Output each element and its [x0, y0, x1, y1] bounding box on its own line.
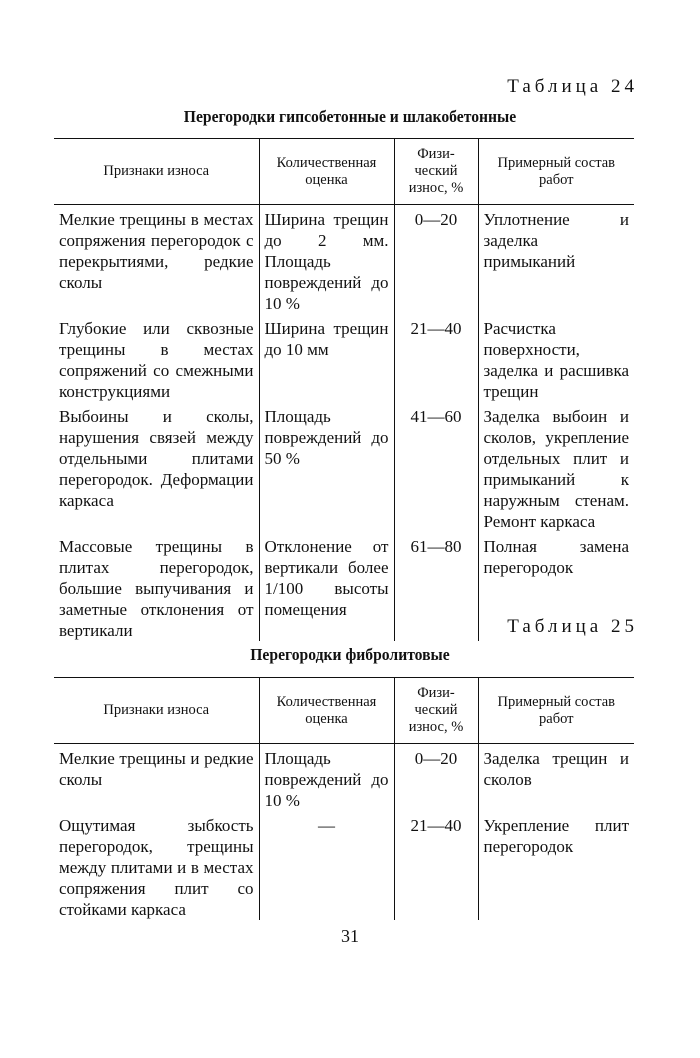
- table-row: [54, 205, 634, 315]
- cell-quant: Ширина трещин до 2 мм. Площадь повреждений до 10 %: [259, 205, 394, 315]
- cell-works: Расчистка поверхности, заделка и расшивка трещин: [478, 314, 634, 402]
- table-25-title: Перегородки фибролитовые: [250, 645, 450, 664]
- table-row: [54, 744, 634, 812]
- cell-wear: 0—20: [394, 744, 478, 812]
- table-25-header-row: [54, 678, 634, 744]
- cell-works: Уплотнение и заделка примыканий: [478, 205, 634, 315]
- table-24: [54, 138, 634, 641]
- cell-works: Укрепление плит перегородок: [478, 811, 634, 920]
- header-quant: Количественная оценка: [259, 139, 394, 205]
- header-sign: Признаки износа: [54, 139, 259, 205]
- header-wear: Физи- ческий износ, %: [394, 139, 478, 205]
- cell-quant: Площадь повреждений до 10 %: [259, 744, 394, 812]
- cell-quant: Площадь повреждений до 50 %: [259, 402, 394, 532]
- table-24-number: Таблица 24: [507, 76, 638, 97]
- cell-quant: Ширина трещин до 10 мм: [259, 314, 394, 402]
- header-sign: Признаки износа: [54, 678, 259, 744]
- cell-sign: Мелкие трещины и редкие сколы: [59, 749, 254, 789]
- cell-wear: 41—60: [394, 402, 478, 532]
- cell-works: Заделка трещин и сколов: [478, 744, 634, 812]
- cell-sign: Ощутимая зыбкость перегородок, трещины между плитами и в местах сопряжения плит со стойками каркаса: [59, 816, 254, 919]
- header-works: Примерный состав работ: [478, 139, 634, 205]
- table-row: [54, 402, 634, 532]
- cell-wear: 21—40: [394, 811, 478, 920]
- table-row: [54, 314, 634, 402]
- table-24-title: Перегородки гипсобетонные и шлакобетонные: [183, 107, 517, 126]
- cell-works: Полная замена перегородок: [478, 532, 634, 641]
- cell-works: Заделка выбоин и сколов, укрепление отдельных плит и примыканий к наружным стенам. Ремонт каркаса: [478, 402, 634, 532]
- cell-sign: Массовые трещины в плитах перегородок, большие выпучивания и заметные отклонения от вертикали: [59, 537, 254, 640]
- header-wear: Физи- ческий износ, %: [394, 678, 478, 744]
- cell-wear: 21—40: [394, 314, 478, 402]
- cell-sign: Мелкие трещины в местах сопряжения перегородок с перекрытиями, редкие сколы: [59, 210, 254, 292]
- page-number: 31: [341, 926, 359, 946]
- header-quant: Количественная оценка: [259, 678, 394, 744]
- header-works: Примерный состав работ: [478, 678, 634, 744]
- table-24-header-row: [54, 139, 634, 205]
- cell-quant: Отклонение от вертикали более 1/100 высоты помещения: [259, 532, 394, 641]
- cell-quant: —: [259, 811, 394, 920]
- table-25: [54, 677, 634, 920]
- cell-wear: 0—20: [394, 205, 478, 315]
- cell-sign: Выбоины и сколы, нарушения связей между отдельными плитами перегородок. Деформации каркаса: [59, 407, 254, 510]
- table-row: [54, 811, 634, 920]
- cell-sign: Глубокие или сквозные трещины в местах сопряжений со смежными конструкциями: [59, 319, 254, 401]
- table-25-number: Таблица 25: [507, 616, 638, 637]
- cell-wear: 61—80: [394, 532, 478, 641]
